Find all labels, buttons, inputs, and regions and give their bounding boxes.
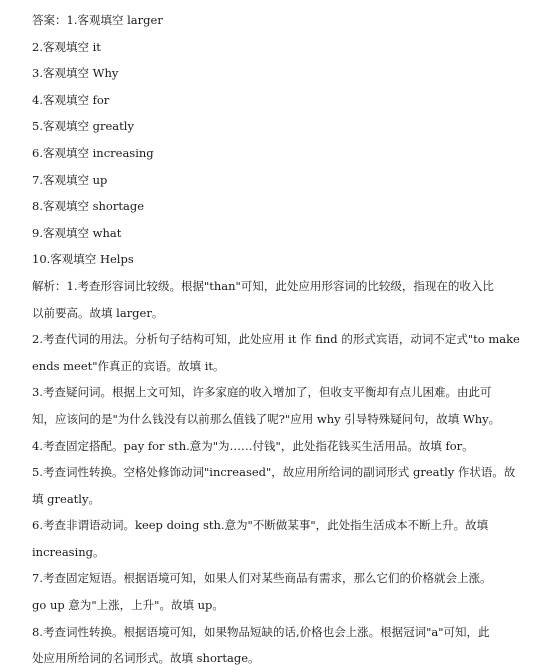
answer-heading: 答案： (32, 13, 67, 27)
answer-line-4: 4.客观填空 for (32, 92, 110, 107)
answer-line-5: 5.客观填空 greatly (32, 119, 134, 134)
answer-line-2: 2.客观填空 it (32, 39, 101, 54)
analysis-line-6: 知，应该问的是"为什么钱没有以前那么值钱了呢?"应用 why 引导特殊疑问句，故填 Why。 (32, 411, 501, 426)
answer-line-9: 9.客观填空 what (32, 225, 122, 240)
answer-line-6: 6.客观填空 increasing (32, 145, 154, 160)
analysis-line-11: increasing。 (32, 544, 105, 559)
analysis-line-2: 以前要高。故填 larger。 (32, 305, 164, 320)
analysis-line-3: 2.考查代词的用法。分析句子结构可知，此处应用 it 作 find 的形式宾语，动词不定式"to make (32, 332, 520, 347)
analysis-line-10: 6.考查非谓语动词。keep doing sth.意为"不断做某事"，此处指生活成本不断上升。故填 (32, 518, 489, 533)
analysis-line-1: 解析：1.考查形容词比较级。根据"than"可知，此处应用形容词的比较级，指现在的收入比 (32, 278, 494, 293)
answer-line-10: 10.客观填空 Helps (32, 252, 134, 267)
answer-line-1 (32, 7, 510, 34)
answer-item: 1.客观填空 larger (66, 13, 163, 27)
answer-line-7: 7.客观填空 up (32, 172, 108, 187)
analysis-line-8: 5.考查词性转换。空格处修饰动词"increased"，故应用所给词的副词形式 greatly 作状语。故 (32, 465, 516, 480)
analysis-line-12: 7.考查固定短语。根据语境可知，如果人们对某些商品有需求，那么它们的价格就会上涨。 (32, 571, 492, 586)
analysis-line-14: 8.考查词性转换。根据语境可知，如果物品短缺的话,价格也会上涨。根据冠词"a"可知，此 (32, 624, 490, 639)
answer-line-8: 8.客观填空 shortage (32, 199, 145, 214)
analysis-line-5: 3.考查疑问词。根据上文可知，许多家庭的收入增加了，但收支平衡却有点儿困难。由此可 (32, 385, 492, 400)
analysis-line-15: 处应用所给词的名词形式。故填 shortage。 (32, 651, 260, 666)
analysis-line-13: go up 意为"上涨，上升"。故填 up。 (32, 598, 224, 613)
analysis-line-4: ends meet"作真正的宾语。故填 it。 (32, 358, 225, 373)
analysis-line-9: 填 greatly。 (32, 491, 100, 506)
analysis-line-7: 4.考查固定搭配。pay for sth.意为"为……付钱"，此处指花钱买生活用品。故填 for。 (32, 438, 474, 453)
answer-line-3: 3.客观填空 Why (32, 66, 119, 81)
